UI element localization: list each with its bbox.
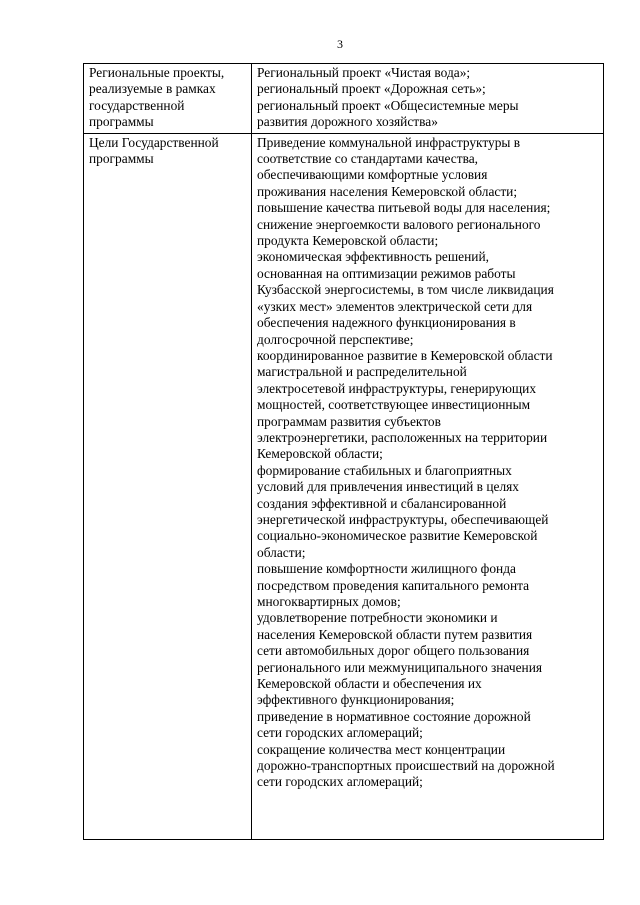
- content-line: «узких мест» элементов электрической сети для: [257, 298, 533, 314]
- content-line: удовлетворение потребности экономики и: [257, 610, 498, 626]
- content-line: условий для привлечения инвестиций в целях: [257, 479, 519, 495]
- content-line: проживания населения Кемеровской области;: [257, 183, 518, 199]
- content-line: продукта Кемеровской области;: [257, 233, 439, 249]
- content-line: многоквартирных домов;: [257, 594, 401, 609]
- content-line: сокращение количества мест концентрации: [257, 741, 506, 757]
- content-line: энергетической инфраструктуры, обеспечивающей: [257, 511, 549, 527]
- content-line: мощностей, соответствующее инвестиционным: [257, 397, 531, 413]
- content-line: создания эффективной и сбалансированной: [257, 495, 507, 511]
- content-line: региональный проект «Дорожная сеть»;: [257, 81, 486, 97]
- row-label-cell: [84, 64, 252, 134]
- label-line: государственной: [89, 97, 185, 113]
- content-line: регионального или межмуниципального значения: [257, 659, 543, 675]
- content-line: Приведение коммунальной инфраструктуры в: [257, 134, 521, 150]
- content-line: области;: [257, 544, 306, 560]
- content-line: Кузбасской энергосистемы, в том числе ликвидация: [257, 282, 554, 298]
- label-line: реализуемые в рамках: [89, 81, 216, 97]
- content-line: Региональный проект «Чистая вода»;: [257, 65, 471, 80]
- content-line: развития дорожного хозяйства»: [257, 114, 438, 130]
- table-row-program-goals: [84, 133, 604, 839]
- label-line: Региональные проекты,: [89, 65, 225, 80]
- content-line: эффективного функционирования;: [257, 692, 455, 708]
- content-line: сети городских агломераций;: [257, 725, 423, 741]
- content-line: электросетевой инфраструктуры, генерирующих: [257, 380, 537, 396]
- program-passport-table: [83, 63, 604, 840]
- content-line: сети автомобильных дорог общего пользования: [257, 643, 530, 659]
- content-line: социально-экономическое развитие Кемеровской: [257, 528, 538, 544]
- content-line: программам развития субъектов: [257, 413, 441, 429]
- content-line: повышение комфортности жилищного фонда: [257, 561, 516, 577]
- content-line: формирование стабильных и благоприятных: [257, 462, 512, 478]
- content-line: соответствие со стандартами качества,: [257, 151, 479, 167]
- content-line: Кемеровской области и обеспечения их: [257, 676, 482, 692]
- content-line: Кемеровской области;: [257, 446, 383, 462]
- content-line: снижение энергоемкости валового регионального: [257, 216, 541, 232]
- content-line: координированное развитие в Кемеровской области: [257, 347, 553, 363]
- table-row-regional-projects: [84, 64, 604, 134]
- content-line: обеспечения надежного функционирования в: [257, 315, 516, 331]
- row-content-cell: [252, 64, 604, 134]
- content-line: сети городских агломераций;: [257, 774, 423, 790]
- content-line: приведение в нормативное состояние дорожной: [257, 708, 531, 724]
- content-line: экономическая эффективность решений,: [257, 249, 489, 265]
- content-line: дорожно-транспортных происшествий на дорожной: [257, 758, 555, 774]
- content-line: повышение качества питьевой воды для населения;: [257, 200, 551, 216]
- content-line: обеспечивающими комфортные условия: [257, 167, 488, 183]
- content-line: региональный проект «Общесистемные меры: [257, 97, 519, 113]
- label-line: программы: [89, 151, 154, 167]
- row-label-cell: [84, 133, 252, 839]
- label-line: Цели Государственной: [89, 134, 219, 150]
- content-line: основанная на оптимизации режимов работы: [257, 265, 516, 281]
- content-line: населения Кемеровской области путем развития: [257, 626, 533, 642]
- content-line: электроэнергетики, расположенных на территории: [257, 429, 548, 445]
- page-number: 3: [337, 37, 343, 51]
- row-content-cell: [252, 133, 604, 839]
- label-line: программы: [89, 114, 154, 130]
- content-line: посредством проведения капитального ремонта: [257, 577, 530, 593]
- content-line: долгосрочной перспективе;: [257, 331, 414, 347]
- content-line: магистральной и распределительной: [257, 364, 467, 380]
